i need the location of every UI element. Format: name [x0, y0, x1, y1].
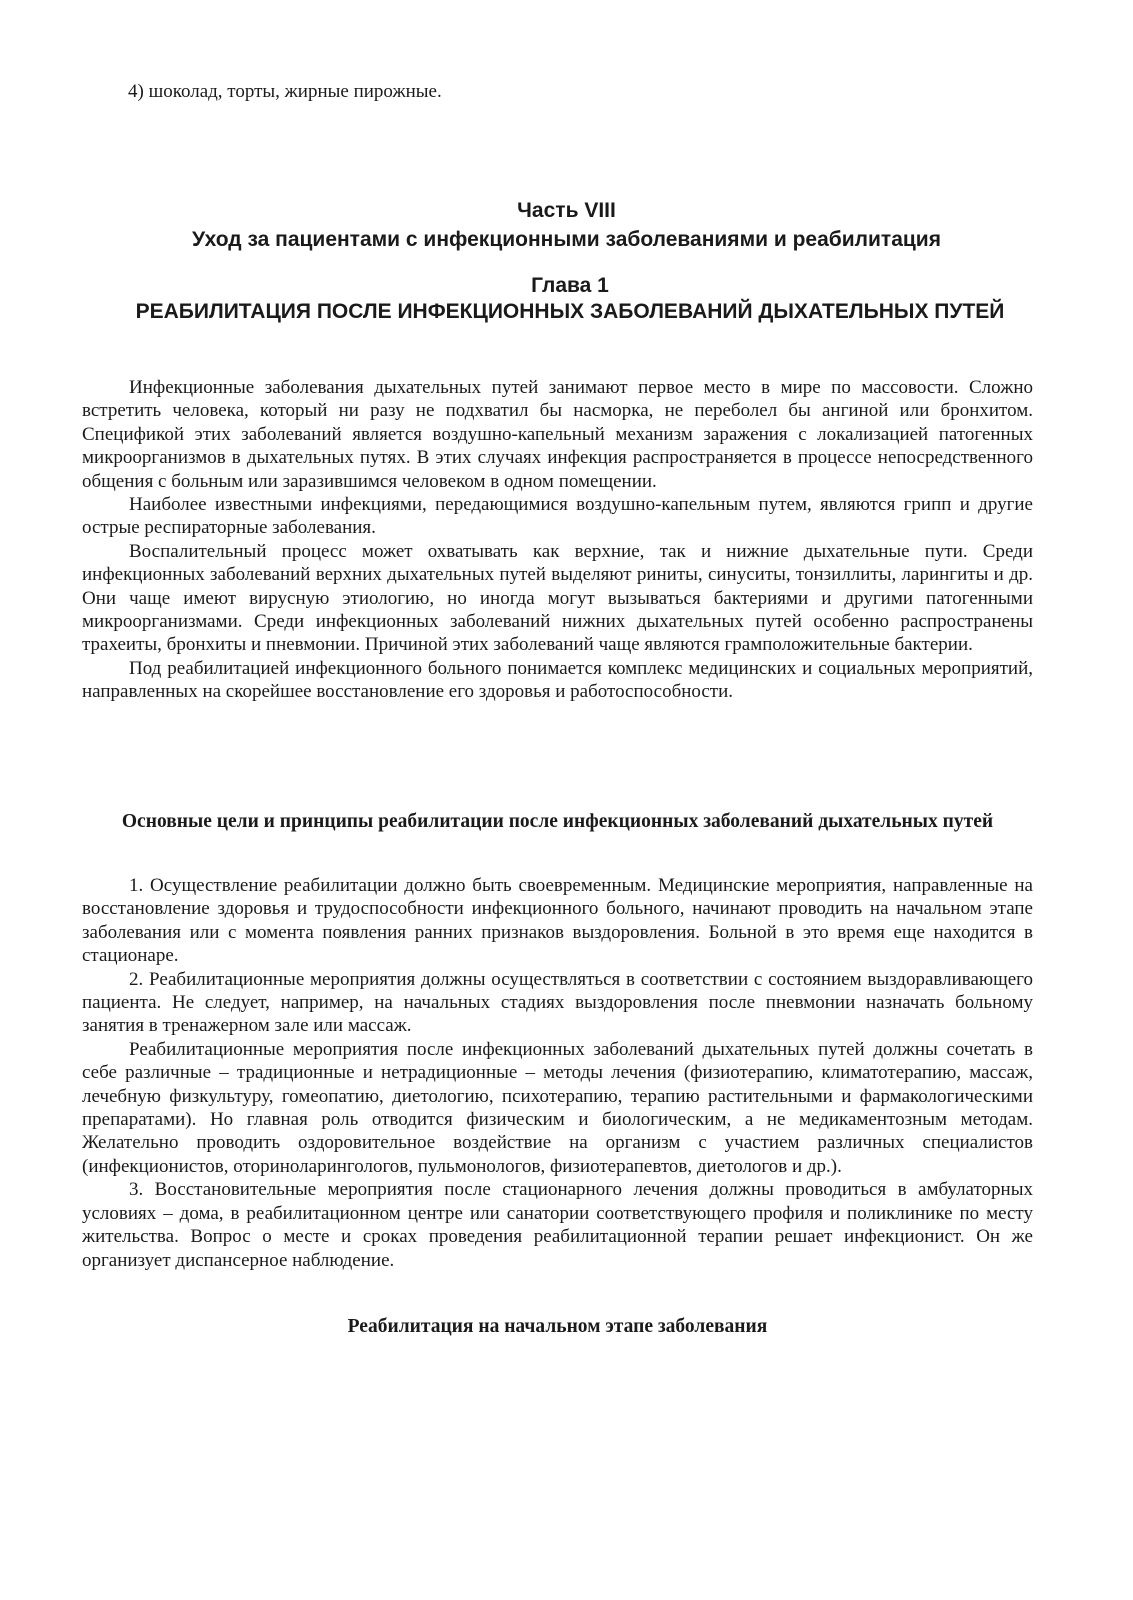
goals-text [82, 874, 1033, 1272]
paragraph: 1. Осуществление реабилитации должно быть своевременным. Медицинские мероприятия, направленные на восстановление здоровья и трудоспособности инфекционного больного, начинают проводить на начальном этапе заболевания или с момента появления ранних признаков выздоровления. Больной в это время еще находится в стационаре. [82, 875, 1033, 967]
paragraph: 2. Реабилитационные мероприятия должны осуществляться в соответствии с состоянием выздоравливающего пациента. Не следует, например, на начальных стадиях выздоровления после пневмонии назначать больному занятия в тренажерном зале или массаж. [82, 968, 1033, 1037]
paragraph: 3. Восстановительные мероприятия после стационарного лечения должны проводиться в амбулаторных условиях – дома, в реабилитационном центре или санатории соответствующего профиля и поликлинике по месту жительства. Вопрос о месте и сроках проведения реабилитационной терапии решает инфекционист. Он же организует диспансерное наблюдение. [82, 1179, 1033, 1271]
section-heading-initial-stage: Реабилитация на начальном этапе заболевания [347, 1316, 768, 1337]
chapter-title: РЕАБИЛИТАЦИЯ ПОСЛЕ ИНФЕКЦИОННЫХ ЗАБОЛЕВАНИЙ ДЫХАТЕЛЬНЫХ ПУТЕЙ [135, 300, 1005, 323]
part-heading [0, 196, 1133, 254]
section-heading-goals: Основные цели и принципы реабилитации после инфекционных заболеваний дыхательных путей [121, 811, 994, 832]
paragraph: Наиболее известными инфекциями, передающимися воздушно-капельным путем, являются грипп и другие острые респираторные заболевания. [82, 494, 1033, 539]
list-item-chocolate: 4) шоколад, торты, жирные пирожные. [128, 81, 442, 102]
paragraph: Реабилитационные мероприятия после инфекционных заболеваний дыхательных путей должны сочетать в себе различные – традиционные и нетрадиционные – методы лечения (физиотерапию, климатотерапию, массаж, лечебную физкультуру, гомеопатию, диетологию, психотерапию, терапию растительными и фармакологическими препаратами). Но главная роль отводится физическим и биологическим, а не медикаментозным методам. Желательно проводить оздоровительное воздействие на организм с участием различных специалистов (инфекционистов, оториноларингологов, пульмонологов, физиотерапевтов, диетологов и др.). [82, 1038, 1033, 1177]
part-label: Часть VIII [517, 199, 616, 222]
paragraph: Инфекционные заболевания дыхательных путей занимают первое место в мире по массовости. Сложно встретить человека, который ни разу не подхватил бы насморка, не переболел бы ангиной или бронхитом. Спецификой этих заболеваний является воздушно-капельный механизм заражения с локализацией патогенных микроорганизмов в дыхательных путях. В этих случаях инфекция распространяется в процессе непосредственного общения с больным или заразившимся человеком в одном помещении. [82, 377, 1033, 492]
intro-text [82, 376, 1033, 704]
paragraph: Воспалительный процесс может охватывать как верхние, так и нижние дыхательные пути. Среди инфекционных заболеваний верхних дыхательных путей выделяют риниты, синуситы, тонзиллиты, ларингиты и др. Они чаще имеют вирусную этиологию, но иногда могут вызываться бактериями и другими патогенными микроорганизмами. Среди инфекционных заболеваний нижних дыхательных путей особенно распространены трахеиты, бронхиты и пневмонии. Причиной этих заболеваний чаще являются грамположительные бактерии. [82, 540, 1033, 656]
part-title: Уход за пациентами с инфекционными заболеваниями и реабилитация [192, 228, 941, 251]
paragraph: Под реабилитацией инфекционного больного понимается комплекс медицинских и социальных мероприятий, направленных на скорейшее восстановление его здоровья и работоспособности. [82, 657, 1033, 703]
chapter-label: Глава 1 [531, 274, 609, 297]
chapter-heading [70, 273, 1070, 325]
